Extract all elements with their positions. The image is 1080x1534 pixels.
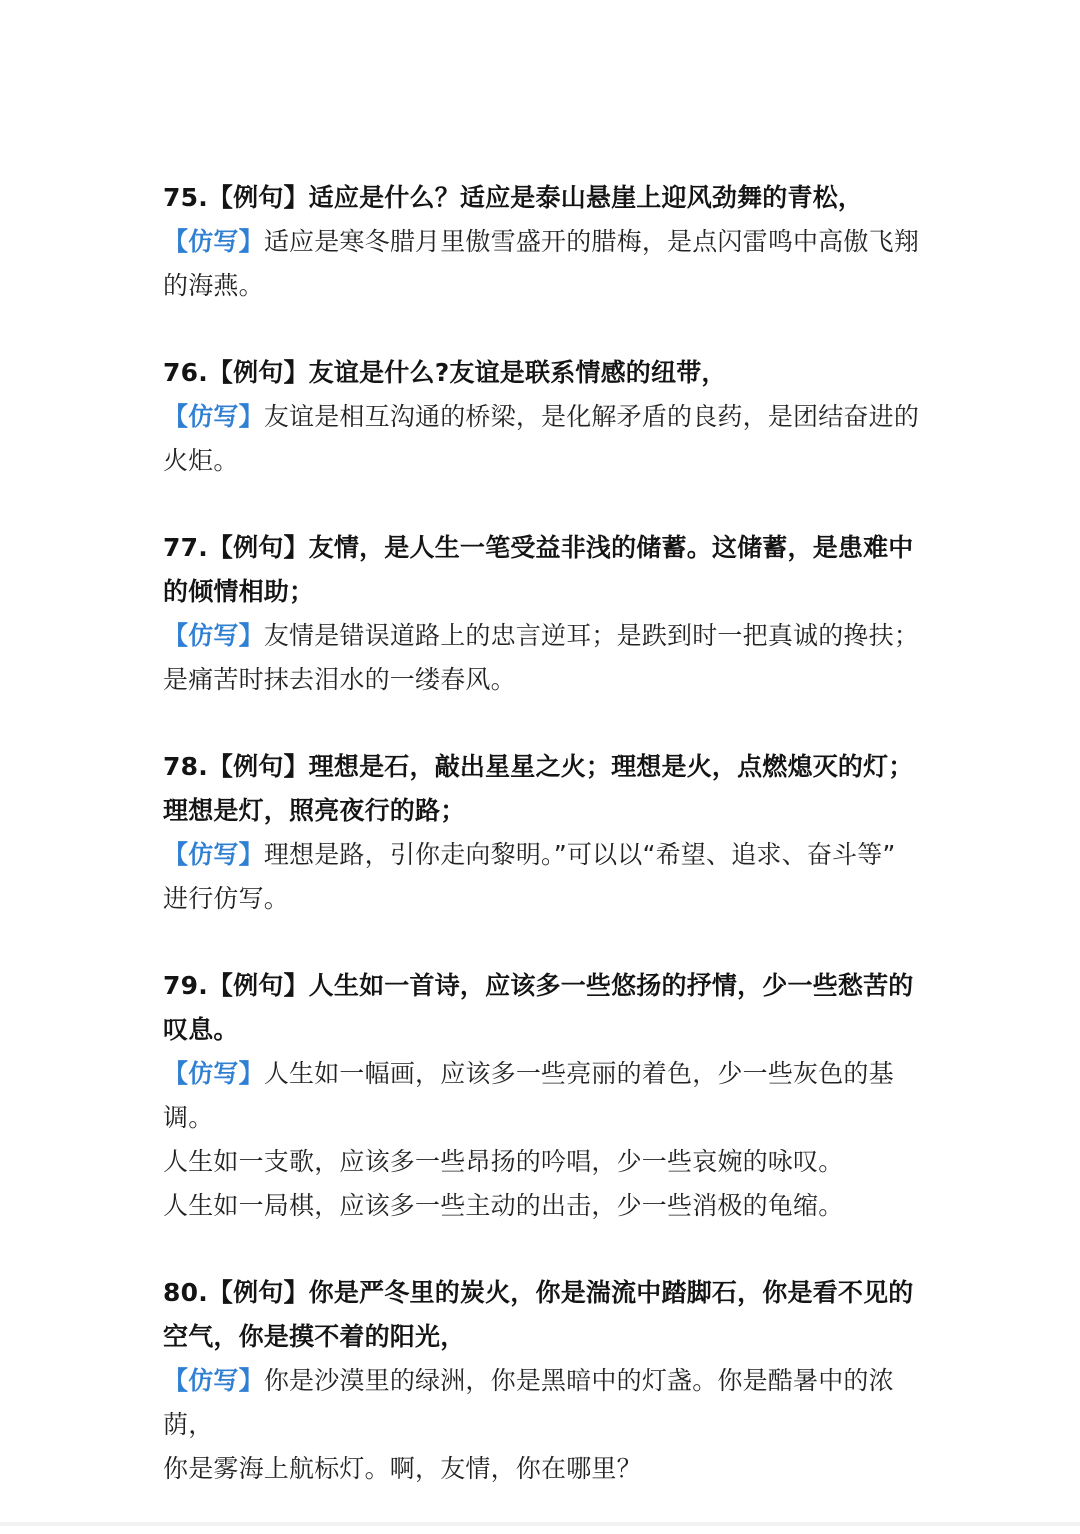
imitation-text: 理想是路，引你走向黎明。”可以以“希望、追求、奋斗等”	[263, 840, 896, 869]
imitation-tag: 【仿写】	[163, 402, 264, 431]
imitation-line: 人生如一局棋，应该多一些主动的出击，少一些消极的龟缩。	[163, 1191, 844, 1220]
imitation-line: 人生如一支歌，应该多一些昂扬的吟唱，少一些哀婉的咏叹。	[163, 1147, 844, 1176]
imitation-text: 适应是寒冬腊月里傲雪盛开的腊梅，是点闪雷鸣中高傲飞翔	[263, 227, 920, 256]
exercise-list	[163, 176, 923, 1534]
example-sentence-line: 的倾情相助；	[163, 577, 315, 606]
imitation-tag: 【仿写】	[163, 1366, 264, 1395]
imitation-line: 进行仿写。	[163, 884, 290, 913]
imitation-tag: 【仿写】	[163, 840, 264, 869]
exercise-item	[163, 745, 923, 921]
imitation-line	[163, 1052, 923, 1140]
imitation-line: 火炬。	[163, 446, 239, 475]
example-sentence-line: 叹息。	[163, 1015, 239, 1044]
imitation-line: 是痛苦时抹去泪水的一缕春风。	[163, 665, 516, 694]
exercise-item	[163, 176, 923, 308]
imitation-tag: 【仿写】	[163, 1059, 264, 1088]
imitation-text: 人生如一幅画，应该多一些亮丽的着色，少一些灰色的基调。	[163, 1059, 894, 1132]
imitation-line: 的海燕。	[163, 271, 264, 300]
imitation-line	[163, 220, 923, 264]
imitation-text: 友谊是相互沟通的桥梁，是化解矛盾的良药，是团结奋进的	[263, 402, 920, 431]
example-sentence-line: 78.【例句】理想是石，敲出星星之火；理想是火，点燃熄灭的灯；	[163, 752, 914, 781]
imitation-tag: 【仿写】	[163, 227, 264, 256]
imitation-text: 友情是错误道路上的忠言逆耳；是跌到时一把真诚的搀扶；	[263, 621, 920, 650]
example-sentence-line: 75.【例句】适应是什么？适应是泰山悬崖上迎风劲舞的青松，	[163, 183, 864, 212]
imitation-line	[163, 614, 923, 658]
imitation-text: 你是沙漠里的绿洲，你是黑暗中的灯盏。你是酷暑中的浓荫，	[163, 1366, 894, 1439]
imitation-tag: 【仿写】	[163, 621, 264, 650]
example-sentence-line: 77.【例句】友情，是人生一笔受益非浅的储蓄。这储蓄，是患难中	[163, 533, 914, 562]
exercise-item	[163, 526, 923, 702]
exercise-item	[163, 964, 923, 1228]
example-sentence-line: 理想是灯，照亮夜行的路；	[163, 796, 466, 825]
imitation-line	[163, 1359, 923, 1447]
imitation-line	[163, 395, 923, 439]
exercise-item	[163, 1271, 923, 1491]
imitation-line: 你是雾海上航标灯。啊，友情，你在哪里？	[163, 1454, 642, 1483]
example-sentence-line: 空气，你是摸不着的阳光，	[163, 1322, 466, 1351]
exercise-item	[163, 351, 923, 483]
page-bottom-edge	[0, 1522, 1080, 1526]
example-sentence-line: 79.【例句】人生如一首诗，应该多一些悠扬的抒情，少一些愁苦的	[163, 971, 914, 1000]
example-sentence-line: 80.【例句】你是严冬里的炭火，你是湍流中踏脚石，你是看不见的	[163, 1278, 914, 1307]
example-sentence-line: 76.【例句】友谊是什么?友谊是联系情感的纽带，	[163, 358, 727, 387]
imitation-line	[163, 833, 923, 877]
